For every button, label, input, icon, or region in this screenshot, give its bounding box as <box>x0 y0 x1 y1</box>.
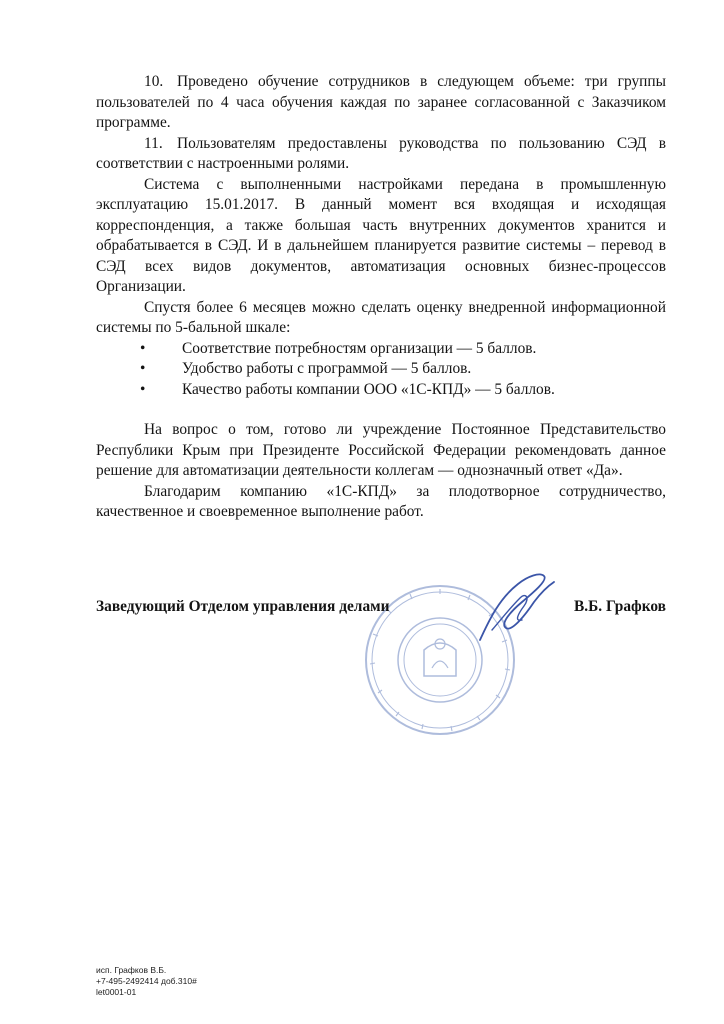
item-text: Проведено обучение сотрудников в следующем объеме: три группы пользователей по 4 часа обучения каждая по заранее согласованной с Заказчиком программе. <box>96 73 666 131</box>
signature-block <box>96 598 666 622</box>
signatory-name: В.Б. Графков <box>574 598 666 615</box>
bullet-icon: • <box>140 339 146 357</box>
list-item: • Удобство работы с программой — 5 баллов. <box>96 359 666 380</box>
letter-body <box>96 72 666 523</box>
item-11 <box>96 134 666 175</box>
list-item: • Соответствие потребностям организации — 5 баллов. <box>96 339 666 360</box>
item-number: 10. <box>144 73 164 90</box>
bullet-icon: • <box>140 380 146 398</box>
rating-list <box>96 339 666 401</box>
list-item: • Качество работы компании ООО «1С-КПД» — 5 баллов. <box>96 380 666 401</box>
executor-name: исп. Графков В.Б. <box>96 965 167 975</box>
executor-phone: +7-495-2492414 доб.310# <box>96 976 197 986</box>
bullet-icon: • <box>140 360 146 377</box>
item-number: 11. <box>144 134 163 152</box>
paragraph-thanks: Благодарим компанию «1С-КПД» за плодотворное сотрудничество, качественное и своевременное выполнение работ. <box>96 482 666 520</box>
signatory-title: Заведующий Отделом управления делами <box>96 598 390 615</box>
item-10 <box>96 72 666 134</box>
spacer <box>96 400 666 420</box>
document-code: let0001-01 <box>96 987 137 997</box>
paragraph-recommend: На вопрос о том, готово ли учреждение Постоянное Представительство Республики Крым при Президенте Российской Федерации рекомендовать данное решение для автоматизации деятельности коллегам — однозначный ответ «Да». <box>96 421 666 479</box>
item-text: Пользователям предоставлены руководства по пользованию СЭД в соответствии с настроенными ролями. <box>96 134 666 172</box>
paragraph-rating-intro: Спустя более 6 месяцев можно сделать оценку внедренной информационной системы по 5-бальной шкале: <box>96 298 666 336</box>
paragraph-system: Система с выполненными настройками передана в промышленную эксплуатацию 15.01.2017. В данный момент вся входящая и исходящая корреспонденция, а также большая часть внутренних документов хранится и обрабатывается в СЭД. И в дальнейшем планируется развитие системы – перевод в СЭД всех видов документов, автоматизация основных бизнес-процессов Организации. <box>96 175 666 295</box>
executor-footer <box>96 965 197 998</box>
